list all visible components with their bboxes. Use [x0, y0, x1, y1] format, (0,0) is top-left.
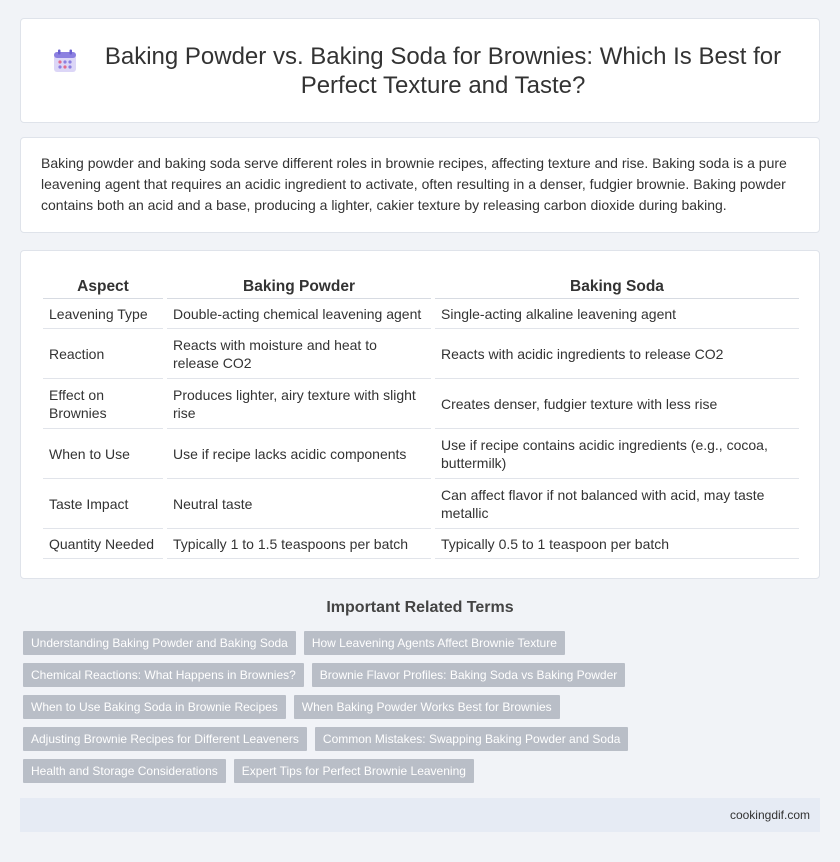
row-aspect: When to Use [43, 429, 165, 479]
related-tag[interactable]: Adjusting Brownie Recipes for Different Leaveners [23, 727, 307, 751]
header-card [20, 18, 820, 123]
related-tag[interactable]: How Leavening Agents Affect Brownie Texture [304, 631, 565, 655]
related-tag[interactable]: Understanding Baking Powder and Baking Soda [23, 631, 296, 655]
row-baking-soda: Can affect flavor if not balanced with acid, may taste metallic [433, 479, 799, 529]
comparison-table-card [20, 250, 820, 579]
row-aspect: Quantity Needed [43, 529, 165, 559]
related-tag[interactable]: Common Mistakes: Swapping Baking Powder and Soda [315, 727, 629, 751]
row-baking-soda: Creates denser, fudgier texture with less rise [433, 379, 799, 429]
related-tag[interactable]: Brownie Flavor Profiles: Baking Soda vs Baking Powder [312, 663, 625, 687]
row-baking-powder: Use if recipe lacks acidic components [165, 429, 433, 479]
row-aspect: Taste Impact [43, 479, 165, 529]
row-baking-soda: Use if recipe contains acidic ingredients (e.g., cocoa, buttermilk) [433, 429, 799, 479]
row-baking-soda: Typically 0.5 to 1 teaspoon per batch [433, 529, 799, 559]
related-tag[interactable]: When Baking Powder Works Best for Brownies [294, 695, 560, 719]
related-terms-tags [23, 631, 823, 791]
row-baking-soda: Single-acting alkaline leavening agent [433, 299, 799, 329]
table-row [43, 329, 799, 379]
related-tag[interactable]: Chemical Reactions: What Happens in Brownies? [23, 663, 304, 687]
row-aspect: Leavening Type [43, 299, 165, 329]
header-baking-powder: Baking Powder [165, 273, 433, 299]
row-aspect: Effect on Brownies [43, 379, 165, 429]
comparison-table [43, 273, 799, 559]
tag-row [23, 759, 823, 783]
intro-text: Baking powder and baking soda serve different roles in brownie recipes, affecting texture and rise. Baking soda is a pure leavening agent that requires an acidic ingredient to activate, often resulting in a denser, fudgier brownie. Baking powder contains both an acid and a base, producing a lighter, cakier texture by releasing carbon dioxide during baking. [41, 155, 787, 213]
page-title: Baking Powder vs. Baking Soda for Brownies: Which Is Best for Perfect Texture and Taste? [104, 42, 782, 99]
related-tag[interactable]: Health and Storage Considerations [23, 759, 226, 783]
related-tag[interactable]: Expert Tips for Perfect Brownie Leavening [234, 759, 474, 783]
row-baking-powder: Produces lighter, airy texture with slight rise [165, 379, 433, 429]
footer [20, 798, 820, 832]
title-wrap [52, 42, 788, 100]
row-baking-powder: Typically 1 to 1.5 teaspoons per batch [165, 529, 433, 559]
tag-row [23, 663, 823, 687]
tag-row [23, 631, 823, 655]
row-aspect: Reaction [43, 329, 165, 379]
header-baking-soda: Baking Soda [433, 273, 799, 299]
related-terms-title: Important Related Terms [326, 599, 514, 616]
row-baking-soda: Reacts with acidic ingredients to release CO2 [433, 329, 799, 379]
table-row [43, 479, 799, 529]
table-row [43, 529, 799, 559]
calendar-icon [52, 48, 78, 74]
tag-row [23, 695, 823, 719]
table-row [43, 429, 799, 479]
header-aspect: Aspect [43, 273, 165, 299]
related-tag[interactable]: When to Use Baking Soda in Brownie Recipes [23, 695, 286, 719]
row-baking-powder: Reacts with moisture and heat to release CO2 [165, 329, 433, 379]
row-baking-powder: Neutral taste [165, 479, 433, 529]
table-row [43, 299, 799, 329]
table-row [43, 379, 799, 429]
row-baking-powder: Double-acting chemical leavening agent [165, 299, 433, 329]
tag-row [23, 727, 823, 751]
table-header-row [43, 273, 799, 299]
site-link[interactable]: cookingdif.com [729, 808, 810, 822]
intro-card [20, 137, 820, 233]
